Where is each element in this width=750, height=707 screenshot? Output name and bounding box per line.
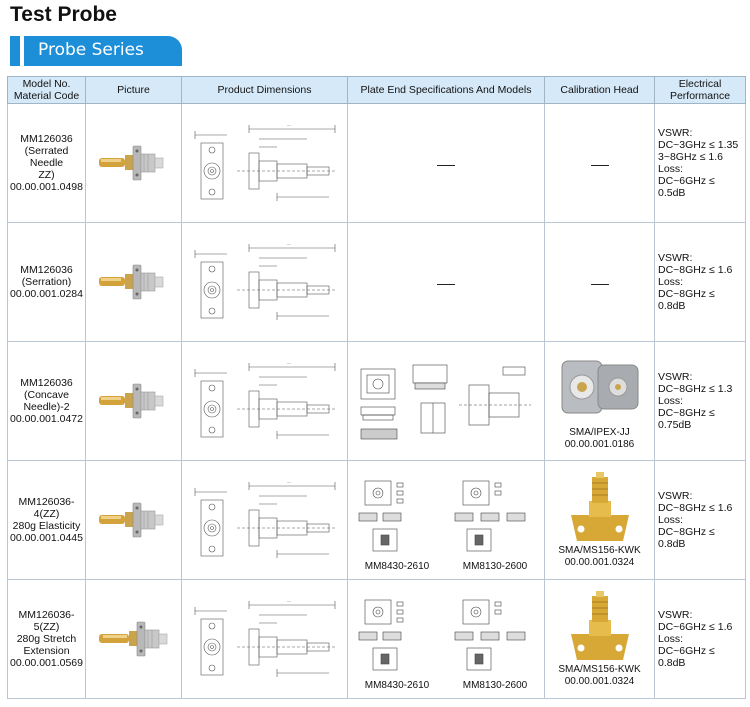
svg-text:—: —: [286, 360, 291, 365]
dimensions-cell: [182, 104, 348, 223]
plate-model-label: MM8430-2610: [364, 561, 430, 572]
dimension-drawing: [187, 236, 343, 328]
calibration-head-photo: [565, 590, 635, 662]
header-dimensions: Product Dimensions: [182, 77, 348, 104]
model-cell: MM126036- 4(ZZ) 280g Elasticity 00.00.001.0445: [8, 461, 86, 580]
empty-dash: [437, 165, 455, 166]
picture-cell: [86, 104, 182, 223]
picture-cell: [86, 342, 182, 461]
table-row: [8, 461, 746, 580]
plate-cell: [348, 580, 545, 699]
section-banner: [10, 36, 182, 66]
empty-dash: [437, 284, 455, 285]
performance-cell: VSWR: DC~6GHz ≤ 1.6 Loss: DC~6GHz ≤ 0.8dB: [655, 580, 746, 699]
header-model: Model No. Material Code: [8, 77, 86, 104]
svg-text:—: —: [286, 598, 291, 603]
probe-photo: [97, 378, 171, 424]
model-cell: MM126036 (Serrated Needle ZZ) 00.00.001.0498: [8, 104, 86, 223]
banner-stub: [10, 36, 20, 66]
probe-table: [7, 76, 746, 699]
svg-text:—: —: [286, 479, 291, 484]
picture-cell: [86, 223, 182, 342]
page-title: Test Probe: [10, 3, 117, 26]
empty-dash: [591, 284, 609, 285]
table-row: [8, 223, 746, 342]
plate-model-label: MM8130-2600: [462, 561, 528, 572]
model-cell: MM126036- 5(ZZ) 280g Stretch Extension 00.00.001.0569: [8, 580, 86, 699]
plate-cell: [348, 342, 545, 461]
dimensions-cell: [182, 223, 348, 342]
table-row: [8, 580, 746, 699]
calibration-cell: [545, 223, 655, 342]
performance-cell: VSWR: DC~3GHz ≤ 1.35 3~8GHz ≤ 1.6 Loss: DC~6GHz ≤ 0.5dB: [655, 104, 746, 223]
empty-dash: [591, 165, 609, 166]
calibration-head-photo: [565, 471, 635, 543]
probe-photo: [97, 616, 171, 662]
calibration-head-photo: [558, 351, 642, 425]
dimensions-cell: [182, 461, 348, 580]
probe-photo: [97, 497, 171, 543]
svg-text:—: —: [286, 122, 291, 127]
plate-model-label: MM8130-2600: [462, 680, 528, 691]
calibration-model-label: SMA/MS156-KWK 00.00.001.0324: [558, 545, 641, 568]
plate-cell: [348, 461, 545, 580]
table-row: [8, 342, 746, 461]
performance-cell: VSWR: DC~8GHz ≤ 1.3 Loss: DC~8GHz ≤ 0.75dB: [655, 342, 746, 461]
dimensions-cell: [182, 342, 348, 461]
calibration-cell: [545, 580, 655, 699]
dimension-drawing: [187, 593, 343, 685]
table-header-row: [8, 77, 746, 104]
plate-end-drawing: [351, 590, 541, 678]
dimension-drawing: [187, 117, 343, 209]
calibration-model-label: SMA/MS156-KWK 00.00.001.0324: [558, 664, 641, 687]
plate-cell: [348, 223, 545, 342]
model-cell: MM126036 (Serration) 00.00.001.0284: [8, 223, 86, 342]
header-calib: Calibration Head: [545, 77, 655, 104]
calibration-cell: [545, 342, 655, 461]
svg-text:—: —: [286, 241, 291, 246]
model-cell: MM126036 (Concave Needle)-2 00.00.001.0472: [8, 342, 86, 461]
plate-end-drawing: [351, 471, 541, 559]
performance-cell: VSWR: DC~8GHz ≤ 1.6 Loss: DC~8GHz ≤ 0.8dB: [655, 461, 746, 580]
picture-cell: [86, 580, 182, 699]
calibration-model-label: SMA/IPEX-JJ 00.00.001.0186: [564, 427, 635, 450]
performance-cell: VSWR: DC~8GHz ≤ 1.6 Loss: DC~8GHz ≤ 0.8dB: [655, 223, 746, 342]
calibration-cell: [545, 461, 655, 580]
table-row: [8, 104, 746, 223]
banner-label: Probe Series: [38, 40, 144, 60]
dimension-drawing: [187, 474, 343, 566]
header-perf: Electrical Performance: [655, 77, 746, 104]
plate-model-label: MM8430-2610: [364, 680, 430, 691]
dimension-drawing: [187, 355, 343, 447]
dimensions-cell: [182, 580, 348, 699]
plate-cell: [348, 104, 545, 223]
probe-photo: [97, 140, 171, 186]
header-picture: Picture: [86, 77, 182, 104]
plate-end-drawing: [351, 351, 541, 451]
probe-photo: [97, 259, 171, 305]
calibration-cell: [545, 104, 655, 223]
picture-cell: [86, 461, 182, 580]
header-plate: Plate End Specifications And Models: [348, 77, 545, 104]
